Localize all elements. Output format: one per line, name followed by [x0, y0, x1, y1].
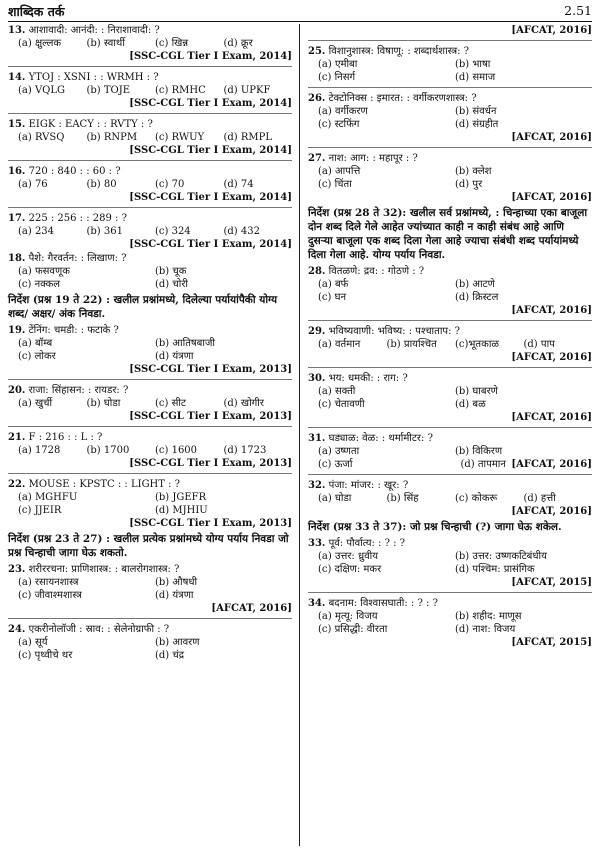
options: (a) 76 (b) 80 (c) 70 (d) 74	[18, 179, 254, 190]
options: (a) रसायनशास्त्र (b) औषधी (c) जीवाश्मशास्त्र (d) यंत्रणा	[18, 577, 198, 601]
right-column	[308, 24, 592, 850]
exam-source: [SSC-CGL Tier I Exam, 2014]	[129, 192, 292, 203]
question-14: 14. YTOJ : XSNI : : WRMH : ? (a) VQLG (b) TOJE (c) RMHC (d) UPKF [SSC-CGL Tier I Exam, 2014]	[8, 72, 292, 109]
exam-source: [SSC-CGL Tier I Exam, 2014]	[129, 98, 292, 109]
exam-source: [AFCAT, 2016]	[511, 506, 592, 517]
page-number: 2.51	[564, 3, 592, 18]
options: (a) एमीबा (b) भाषा (c) निसर्ग (d) समाज	[318, 59, 496, 83]
options: (a) RVSQ (b) RNPM (c) RWUY (d) RMPL	[18, 132, 273, 143]
directions-33-37: निर्देश (प्रश्न 33 ते 37): जो प्रश्न चिन्हाची (?) जागा घेऊ शकेल.	[308, 521, 562, 533]
question-18: 18. पैशे: गैरवर्तन: : लिखाण: ? (a) फसवणूक (b) चूक (c) नक्कल (d) चोरी	[8, 252, 292, 291]
options: (a) फसवणूक (b) चूक (c) नक्कल (d) चोरी	[18, 266, 189, 290]
options: (a) बॉम्ब (b) आतिषबाजी (c) लोकर (d) यंत्रणा	[18, 338, 215, 362]
options: (a) 1728 (b) 1700 (c) 1600 (d) 1723	[18, 445, 267, 456]
directions-28-32: निर्देश (प्रश्न 28 ते 32): खलील सर्व प्रश्नांमध्ये, : चिन्हाच्या एका बाजूला दोन शब्द दिले गेले आहेत ज्यांच्यात काही न काही संबंध आहे आणि दुसऱ्या बाजूला एक शब्द दिला गेला आहे ज्याचा संबंधी शब्द पर्यायांमध्ये दिला गेला आहे. योग्य पर्याय निवडा.	[308, 207, 588, 261]
exam-source: [SSC-CGL Tier I Exam, 2013]	[129, 411, 292, 422]
exam-source: [AFCAT, 2016]	[511, 459, 592, 470]
question-26: 26. टेक्टोनिक्स : इमारत: : वर्गीकरणशास्त्र: ? (a) वर्गीकरण (b) संवर्धन (c) स्टफिंग (d) संग्रहीत [AFCAT, 2016]	[308, 93, 592, 143]
exam-source: [SSC-CGL Tier I Exam, 2013]	[129, 364, 292, 375]
question-19: 19. टेंनिंग: चमडी: : फटाके ? (a) बॉम्ब (b) आतिषबाजी (c) लोकर (d) यंत्रणा [SSC-CGL Tier I Exam, 2013]	[8, 325, 292, 375]
options: (a) उत्तर: ध्रुवीय (b) उत्तर: उष्णकटिबंधीय (c) दक्षिण: मकर (d) पश्चिम: प्रासंगिक	[318, 551, 547, 575]
question-text: पैशे: गैरवर्तन: : लिखाण: ?	[28, 253, 127, 264]
options: (a) वर्तमान (b) प्रायश्चित (c)भूतकाळ (d) पाप	[318, 339, 555, 350]
question-34: 34. बदनाम: विश्वासघाती: : ? : ? (a) मृत्यू: विजय (b) शहीद: माणूस (c) प्रसिद्धी: वीरता (d) नाश: विजय [AFCAT, 2015]	[308, 598, 592, 648]
exam-source: [AFCAT, 2016]	[511, 192, 592, 203]
exam-source: [SSC-CGL Tier I Exam, 2014]	[129, 51, 292, 62]
question-text: MOUSE : KPSTC : : LIGHT : ?	[28, 479, 181, 490]
question-21: 21. F : 216 : : L : ? (a) 1728 (b) 1700 (c) 1600 (d) 1723 [SSC-CGL Tier I Exam, 2013]	[8, 432, 292, 469]
question-31: 31. घड्याळ: वेळ: : थर्मामीटर: ? (a) उष्णता (b) विकिरण (c) ऊर्जा (d) तापमान [AFCAT, 2016]	[308, 433, 592, 470]
question-text: 720 : 840 : : 60 : ?	[28, 166, 121, 177]
question-33: 33. पूर्व: पौर्वात्य: : ? : ? (a) उत्तर: ध्रुवीय (b) उत्तर: उष्णकटिबंधीय (c) दक्षिण: मकर (d) पश्चिम: प्रासंगिक [AFCAT, 2015]	[308, 538, 592, 588]
options: (a) क्षुल्लक (b) स्वार्थी (c) खिन्न (d) क्रूर	[18, 38, 253, 49]
question-13: 13. आशावादी: आनंदी: : निराशावादी: ? (a) क्षुल्लक (b) स्वार्थी (c) खिन्न (d) क्रूर [SSC-CGL Tier I Exam, 2014]	[8, 25, 292, 62]
question-text: 225 : 256 : : 289 : ?	[28, 213, 127, 224]
question-text: राजा: सिंहासन: : रायडर: ?	[28, 385, 129, 396]
question-text: भय: धमकी: : राग: ?	[328, 373, 408, 384]
question-29: 29. भविष्यवाणी: भविष्य: : पश्चाताप: ? (a) वर्तमान (b) प्रायश्चित (c)भूतकाळ (d) पाप [AFCAT, 2016]	[308, 326, 592, 363]
exam-source: [SSC-CGL Tier I Exam, 2013]	[129, 458, 292, 469]
question-text: शरीररचना: प्राणिशास्त्र: : बालरोगशास्त्र: ?	[28, 564, 180, 575]
question-text: टेंनिंग: चमडी: : फटाके ?	[28, 325, 119, 336]
options: (a) आपत्ति (b) क्लेश (c) चिंता (d) पुर	[318, 166, 492, 190]
exam-source: [AFCAT, 2016]	[211, 603, 292, 614]
question-text: बदनाम: विश्वासघाती: : ? : ?	[328, 598, 438, 609]
question-32: 32. पंजा: मांजर: : खूर: ? (a) घोडा (b) सिंह (c) कोकरू (d) हत्ती [AFCAT, 2016]	[308, 480, 592, 517]
question-text: YTOJ : XSNI : : WRMH : ?	[28, 72, 159, 83]
question-15: 15. EIGK : EACY : : RVTY : ? (a) RVSQ (b) RNPM (c) RWUY (d) RMPL [SSC-CGL Tier I Exam, 2014]	[8, 119, 292, 156]
options: (a) बर्फ (b) आटणे (c) घन (d) क्रिस्टल	[318, 279, 499, 303]
question-text: विशानुशास्त्र: विषाणू: : शब्दार्थशास्त्र: ?	[328, 46, 470, 57]
left-column	[8, 24, 292, 850]
options: (a) उष्णता (b) विकिरण	[318, 446, 503, 457]
question-27: 27. नाश: आग: : महापूर : ? (a) आपत्ति (b) क्लेश (c) चिंता (d) पुर [AFCAT, 2016]	[308, 153, 592, 203]
question-25: 25. विशानुशास्त्र: विषाणू: : शब्दार्थशास्त्र: ? (a) एमीबा (b) भाषा (c) निसर्ग (d) समाज	[308, 45, 592, 84]
exam-source: [AFCAT, 2016]	[511, 412, 592, 423]
question-text: नाश: आग: : महापूर : ?	[328, 153, 418, 164]
options: (a) VQLG (b) TOJE (c) RMHC (d) UPKF	[18, 85, 271, 96]
options: (a) घोडा (b) सिंह (c) कोकरू (d) हत्ती	[318, 493, 556, 504]
question-text: एकरीनोलॉजी : स्राव: : सेलेनोग्राफी : ?	[28, 624, 170, 635]
question-30: 30. भय: धमकी: : राग: ? (a) सक्ती (b) घाबरणे (c) चेतावणी (d) बळ [AFCAT, 2016]	[308, 373, 592, 423]
exam-source: [AFCAT, 2015]	[511, 577, 592, 588]
page-header	[8, 3, 592, 22]
options: (a) खुर्ची (b) घोडा (c) सीट (d) खोगीर	[18, 398, 264, 409]
question-text: टेक्टोनिक्स : इमारत: : वर्गीकरणशास्त्र: ?	[328, 93, 477, 104]
question-20: 20. राजा: सिंहासन: : रायडर: ? (a) खुर्ची (b) घोडा (c) सीट (d) खोगीर [SSC-CGL Tier I Exam, 2013]	[8, 385, 292, 422]
question-text: आशावादी: आनंदी: : निराशावादी: ?	[28, 25, 160, 36]
column-divider	[299, 24, 300, 846]
question-16: 16. 720 : 840 : : 60 : ? (a) 76 (b) 80 (c) 70 (d) 74 [SSC-CGL Tier I Exam, 2014]	[8, 166, 292, 203]
question-24: 24. एकरीनोलॉजी : स्राव: : सेलेनोग्राफी : ? (a) सूर्य (b) आवरण (c) पृथ्वीचे थर (d) चंद्र	[8, 623, 292, 662]
exam-source: [AFCAT, 2016]	[511, 305, 592, 316]
exam-source: [SSC-CGL Tier I Exam, 2014]	[129, 239, 292, 250]
exam-source: [AFCAT, 2016]	[511, 132, 592, 143]
chapter-title: शाब्दिक तर्क	[8, 4, 65, 19]
question-text: EIGK : EACY : : RVTY : ?	[28, 119, 153, 130]
options: (a) सक्ती (b) घाबरणे (c) चेतावणी (d) बळ	[318, 386, 498, 410]
options: (a) सूर्य (b) आवरण (c) पृथ्वीचे थर (d) चंद्र	[18, 637, 200, 661]
options: (a) वर्गीकरण (b) संवर्धन (c) स्टफिंग (d) संग्रहीत	[318, 106, 499, 130]
options: (a) MGHFU (b) JGEFR (c) JJEIR (d) MJHIU	[18, 492, 208, 516]
question-text: भविष्यवाणी: भविष्य: : पश्चाताप: ?	[328, 326, 461, 337]
question-text: घड्याळ: वेळ: : थर्मामीटर: ?	[328, 433, 433, 444]
question-17: 17. 225 : 256 : : 289 : ? (a) 234 (b) 361 (c) 324 (d) 432 [SSC-CGL Tier I Exam, 2014]	[8, 213, 292, 250]
exam-source-top: [AFCAT, 2016]	[511, 25, 592, 36]
options: (a) 234 (b) 361 (c) 324 (d) 432	[18, 226, 260, 237]
directions-23-27: निर्देश (प्रश्न 23 ते 27) : खलील प्रत्येक प्रश्नांमध्ये योग्य पर्याय निवडा जो प्रश्न चिन्हाची जागा घेऊ शकतो.	[8, 533, 289, 559]
question-28: 28. वितळणे: द्रव: : गोठणे : ? (a) बर्फ (b) आटणे (c) घन (d) क्रिस्टल [AFCAT, 2016]	[308, 266, 592, 316]
exam-source: [SSC-CGL Tier I Exam, 2014]	[129, 145, 292, 156]
question-text: F : 216 : : L : ?	[28, 432, 103, 443]
question-22: 22. MOUSE : KPSTC : : LIGHT : ? (a) MGHFU (b) JGEFR (c) JJEIR (d) MJHIU [SSC-CGL Tier I Exam, 2013]	[8, 479, 292, 529]
directions-19-22: निर्देश (प्रश्न 19 ते 22) : खलील प्रश्नांमध्ये, दिलेल्या पर्यायांपैकी योग्य शब्द/ अक्षर/ अंक निवडा.	[8, 294, 278, 320]
options: (a) मृत्यू: विजय (b) शहीद: माणूस (c) प्रसिद्धी: वीरता (d) नाश: विजय	[318, 611, 522, 635]
exam-source: [AFCAT, 2015]	[511, 637, 592, 648]
question-text: वितळणे: द्रव: : गोठणे : ?	[328, 266, 425, 277]
question-23: 23. शरीररचना: प्राणिशास्त्र: : बालरोगशास्त्र: ? (a) रसायनशास्त्र (b) औषधी (c) जीवाश्मशास्त्र (d) यंत्रणा [AFCAT, 2016]	[8, 564, 292, 614]
exam-source: [SSC-CGL Tier I Exam, 2013]	[129, 518, 292, 529]
exam-source: [AFCAT, 2016]	[511, 352, 592, 363]
question-text: पूर्व: पौर्वात्य: : ? : ?	[328, 538, 406, 549]
question-text: पंजा: मांजर: : खूर: ?	[328, 480, 409, 491]
